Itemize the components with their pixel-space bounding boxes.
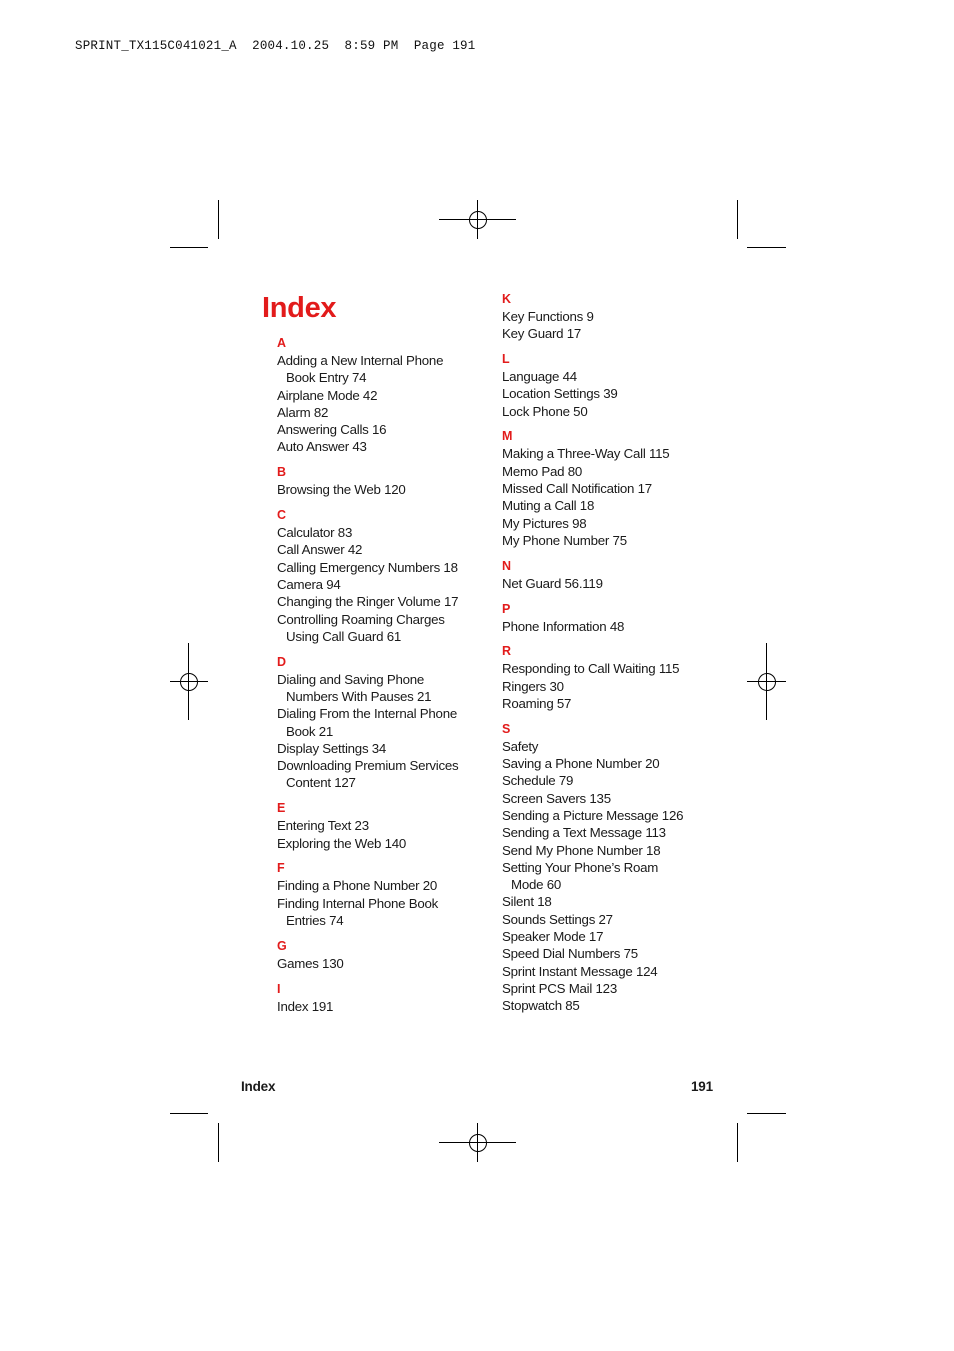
index-entry: Missed Call Notification 17 xyxy=(502,481,652,497)
index-entry-continuation: Entries 74 xyxy=(286,912,344,928)
index-entry: Responding to Call Waiting 115 xyxy=(502,661,680,677)
section-letter: C xyxy=(277,508,287,523)
index-entry: Finding Internal Phone Book xyxy=(277,895,439,911)
index-entry: Net Guard 56.119 xyxy=(502,575,603,591)
index-column-right xyxy=(502,291,717,1023)
index-entry: Finding a Phone Number 20 xyxy=(277,878,438,894)
registration-circle xyxy=(469,211,487,229)
index-section-s xyxy=(502,721,717,1015)
index-entry-continuation: Book 21 xyxy=(286,723,334,739)
index-entry: Safety xyxy=(502,738,539,754)
index-entry: Memo Pad 80 xyxy=(502,463,583,479)
index-entry: Dialing and Saving Phone xyxy=(277,671,425,687)
index-section-k xyxy=(502,291,717,343)
index-entry: Sprint Instant Message 124 xyxy=(502,963,658,979)
index-entry: Muting a Call 18 xyxy=(502,498,595,514)
footer-section-title: Index xyxy=(241,1079,276,1094)
index-section-b xyxy=(277,464,477,498)
index-entry: My Phone Number 75 xyxy=(502,532,627,548)
index-section-r xyxy=(502,643,717,712)
index-entry: Language 44 xyxy=(502,369,577,385)
index-entry: Speaker Mode 17 xyxy=(502,929,604,945)
index-section-n xyxy=(502,558,717,592)
section-letter: P xyxy=(502,601,511,616)
index-entry: Auto Answer 43 xyxy=(277,439,367,455)
index-entry: Stopwatch 85 xyxy=(502,998,580,1014)
crop-mark-top-left-v xyxy=(218,200,219,239)
index-entry: Display Settings 34 xyxy=(277,740,387,756)
index-entry-continuation: Book Entry 74 xyxy=(286,370,367,386)
index-entry: Call Answer 42 xyxy=(277,542,363,558)
index-section-l xyxy=(502,351,717,420)
index-section-p xyxy=(502,601,717,635)
index-entry-continuation: Mode 60 xyxy=(511,877,561,893)
crop-mark-top-right-h xyxy=(747,247,786,248)
index-entry-continuation: Numbers With Pauses 21 xyxy=(286,688,432,704)
index-entry: Making a Three-Way Call 115 xyxy=(502,446,670,462)
index-entry-continuation: Using Call Guard 61 xyxy=(286,628,401,644)
index-entry: Games 130 xyxy=(277,955,344,971)
section-letter: M xyxy=(502,429,513,444)
index-section-c xyxy=(277,507,477,645)
section-letter: S xyxy=(502,721,511,736)
index-entry: Sending a Text Message 113 xyxy=(502,825,666,841)
index-entry: Index 191 xyxy=(277,998,334,1014)
section-letter: K xyxy=(502,292,512,306)
index-section-d xyxy=(277,654,477,792)
section-letter: I xyxy=(277,981,281,996)
index-entry: Phone Information 48 xyxy=(502,618,625,634)
print-slug: SPRINT_TX115C041021_A 2004.10.25 8:59 PM Page 191 xyxy=(75,39,476,53)
index-entry: Calling Emergency Numbers 18 xyxy=(277,559,458,575)
index-section-e xyxy=(277,800,477,852)
index-entry: Speed Dial Numbers 75 xyxy=(502,946,638,962)
index-entry: Key Guard 17 xyxy=(502,326,582,342)
index-entry: Schedule 79 xyxy=(502,773,574,789)
index-entry: Sending a Picture Message 126 xyxy=(502,807,684,823)
registration-circle xyxy=(469,1134,487,1152)
index-entry: Key Functions 9 xyxy=(502,309,594,324)
index-section-m xyxy=(502,428,717,549)
registration-circle xyxy=(180,673,198,691)
section-letter: F xyxy=(277,861,285,876)
index-entry: Browsing the Web 120 xyxy=(277,482,406,498)
index-section-g xyxy=(277,938,477,972)
crop-mark-bottom-right-v xyxy=(737,1123,738,1162)
index-entry: Exploring the Web 140 xyxy=(277,835,407,851)
index-entry: Entering Text 23 xyxy=(277,818,369,834)
section-letter: A xyxy=(277,336,287,350)
index-entry: Alarm 82 xyxy=(277,404,329,420)
index-entry: Adding a New Internal Phone xyxy=(277,353,444,368)
index-entry: Silent 18 xyxy=(502,894,552,910)
index-section-i xyxy=(277,981,477,1015)
index-entry: Calculator 83 xyxy=(277,525,353,541)
index-entry: Airplane Mode 42 xyxy=(277,387,378,403)
index-entry: Downloading Premium Services xyxy=(277,758,459,774)
index-entry: Send My Phone Number 18 xyxy=(502,842,661,858)
index-section-a xyxy=(277,335,477,456)
index-entry: Sounds Settings 27 xyxy=(502,911,613,927)
section-letter: R xyxy=(502,644,512,659)
index-entry: Controlling Roaming Charges xyxy=(277,611,445,627)
index-entry: Location Settings 39 xyxy=(502,386,618,402)
section-letter: E xyxy=(277,801,286,816)
crop-mark-bottom-right-h xyxy=(747,1113,786,1114)
index-column-left xyxy=(277,335,477,1023)
index-entry-continuation: Content 127 xyxy=(286,775,356,791)
index-section-f xyxy=(277,860,477,929)
section-letter: L xyxy=(502,352,510,367)
index-entry: Lock Phone 50 xyxy=(502,403,588,419)
index-entry: Saving a Phone Number 20 xyxy=(502,756,660,772)
crop-mark-top-right-v xyxy=(737,200,738,239)
index-entry: Ringers 30 xyxy=(502,678,564,694)
index-entry: Answering Calls 16 xyxy=(277,422,387,438)
index-entry: Camera 94 xyxy=(277,576,341,592)
footer-page-number: 191 xyxy=(691,1079,713,1094)
crop-mark-bottom-left-v xyxy=(218,1123,219,1162)
index-entry: Changing the Ringer Volume 17 xyxy=(277,594,459,610)
section-letter: B xyxy=(277,465,287,480)
index-entry: Roaming 57 xyxy=(502,695,572,711)
crop-mark-bottom-left-h xyxy=(170,1113,208,1114)
index-entry: Setting Your Phone’s Roam xyxy=(502,859,659,875)
registration-circle xyxy=(758,673,776,691)
index-entry: Sprint PCS Mail 123 xyxy=(502,980,617,996)
section-letter: N xyxy=(502,558,512,573)
index-entry: My Pictures 98 xyxy=(502,515,587,531)
crop-mark-top-left-h xyxy=(170,247,208,248)
page-title: Index xyxy=(262,292,337,324)
section-letter: G xyxy=(277,938,287,953)
section-letter: D xyxy=(277,654,287,669)
index-entry: Dialing From the Internal Phone xyxy=(277,706,457,722)
index-entry: Screen Savers 135 xyxy=(502,790,611,806)
